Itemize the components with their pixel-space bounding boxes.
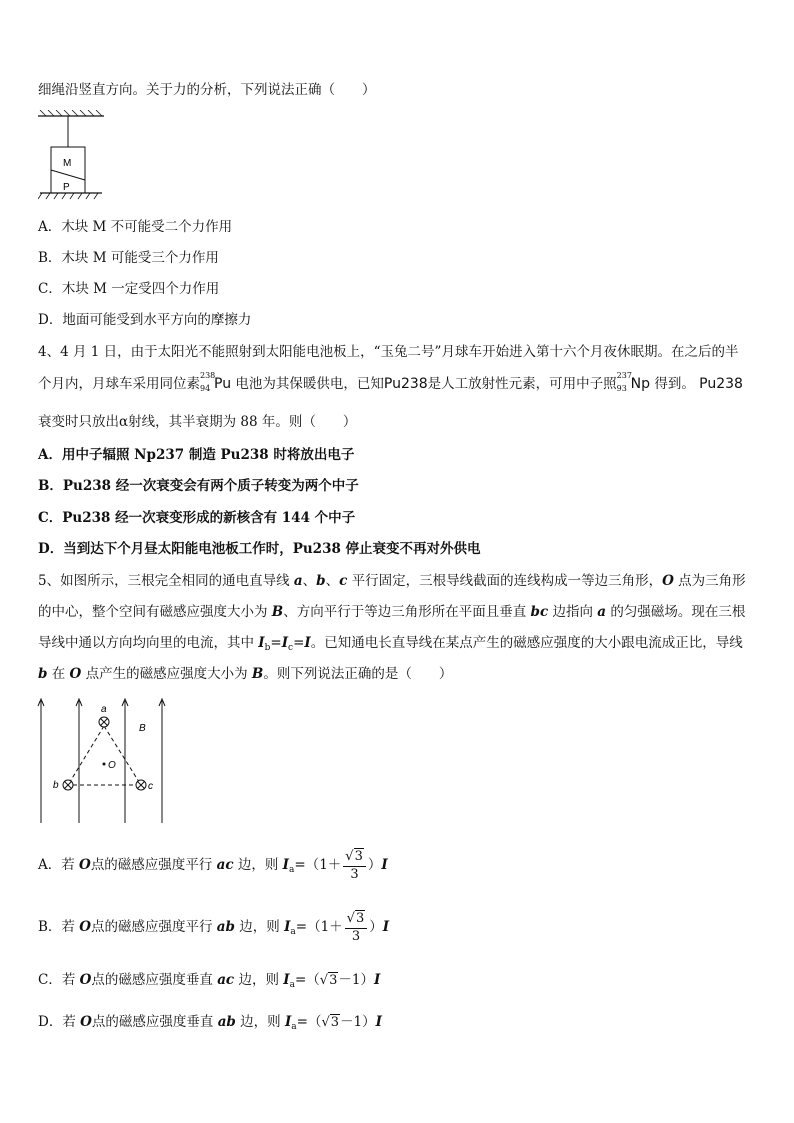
block-m-label: M <box>63 158 72 169</box>
q5-line-2: 的中心，整个空间有磁感应强度大小为 B、方向平行于等边三角形所在平面且垂直 bc 边指向 a 的匀强磁场。现在三根 <box>38 604 746 620</box>
q3-option-a: A．木块 M 不可能受二个力作用 <box>38 219 233 235</box>
q4-option-a: A．用中子辐照 Np237 制造 Pu238 时将放出电子 <box>38 447 355 463</box>
q5-option-c: C．若 O点的磁感应强度垂直 ac 边，则 $I_a=(√3-1)I$ <box>38 972 381 990</box>
q3-option-c: C．木块 M 一定受四个力作用 <box>38 281 220 297</box>
pu-nuclide: 238 94 <box>200 371 216 393</box>
q5-line-4: b 在 O 点产生的磁感应强度大小为 B。则下列说法正确的是（ ） <box>38 666 453 682</box>
sqrt3: √3 <box>321 1015 340 1030</box>
q3-figure <box>38 110 108 206</box>
q4-line-1: 4、4 月 1 日，由于太阳光不能照射到太阳能电池板上，“玉兔二号”月球车开始进入第十六个月夜休眠期。在之后的半 <box>38 344 739 360</box>
sqrt3: √3 <box>319 973 338 988</box>
q4-option-c: C．Pu238 经一次衰变形成的新核含有 144 个中子 <box>38 510 356 526</box>
q5-option-a: A．若 O点的磁感应强度平行 ac 边，则 $I_a=(1+$ $\frac{√3}{3}$ ）I <box>38 849 388 882</box>
q4-line-3: 衰变时只放出α射线，其半衰期为 88 年。则（ ） <box>38 414 357 430</box>
q5-option-b: B．若 O点的磁感应强度平行 ab 边，则 $I_a=(1+$ $\frac{√3}{3}$ ）I <box>38 911 390 944</box>
q3-option-d: D．地面可能受到水平方向的摩擦力 <box>38 312 252 328</box>
q5-line-1: 5、如图所示，三根完全相同的通电直导线 a、b、c 平行固定，三根导线截面的连线构成一等边三角形，O 点为三角形 <box>38 573 746 589</box>
block-p-label: P <box>63 182 70 193</box>
sqrt3-over-3: $\frac{√3}{3}$ <box>343 848 366 883</box>
q3-intro: 细绳沿竖直方向。关于力的分析，下列说法正确（ ） <box>38 82 376 98</box>
q3-option-b: B．木块 M 可能受三个力作用 <box>38 250 219 266</box>
sqrt3-over-3: $\frac{√3}{3}$ <box>345 910 368 945</box>
q4-option-d: D．当到达下个月昼太阳能电池板工作时，Pu238 停止衰变不再对外供电 <box>38 541 481 557</box>
q5-option-d: D．若 O点的磁感应强度垂直 ab 边，则 $I_a=(√3-1)I$ <box>38 1014 382 1032</box>
field-b-label: B <box>139 723 146 734</box>
wire-c-label: c <box>148 781 153 792</box>
wire-b-label: b <box>53 780 59 791</box>
q4-option-b: B．Pu238 经一次衰变会有两个质子转变为两个中子 <box>38 478 359 494</box>
wire-a-label: a <box>101 704 107 715</box>
q5-line-3: 导线中通以方向均向里的电流，其中 $I_b=I_c=I$。已知通电长直导线在某点产生的磁感应强度的大小跟电流成正比，导线 <box>38 635 743 653</box>
center-o-label: O <box>108 760 116 771</box>
q5-figure <box>35 697 175 827</box>
np-nuclide: 237 93 <box>616 371 632 393</box>
q4-line-2: 个月内，月球车采用同位素 238 94 Pu 电池为其保暖供电，已知Pu238是人工放射性元素，可用中子照 237 93 Np 得到。 Pu238 <box>38 371 743 393</box>
